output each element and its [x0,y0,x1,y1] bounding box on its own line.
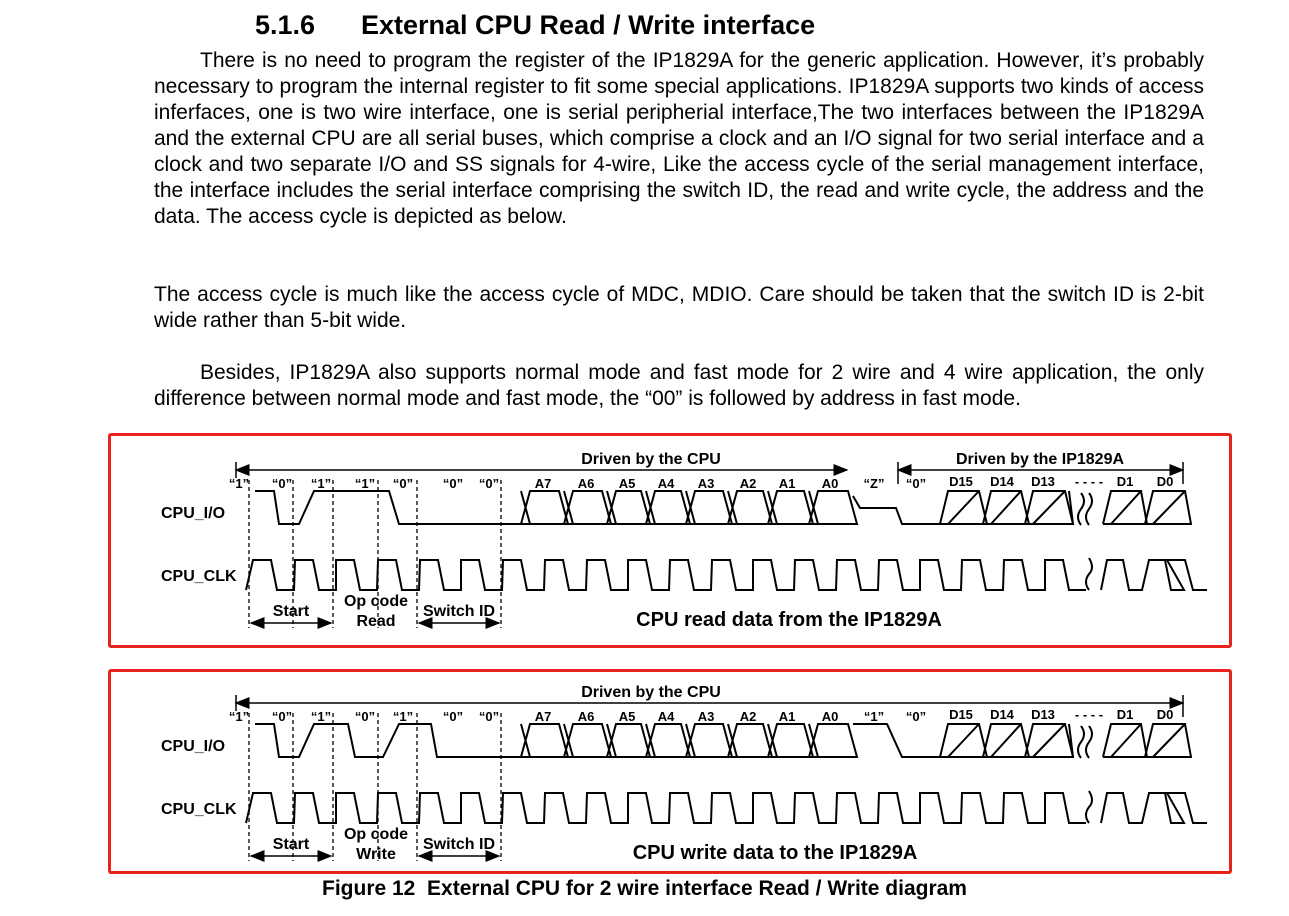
address-bit-label: A4 [657,476,675,491]
cpu-clk-label: CPU_CLK [161,801,237,818]
start-label: Start [272,836,310,853]
diagram-title: CPU write data to the IP1829A [632,842,918,864]
cpu-io-label: CPU_I/O [161,505,226,522]
turnaround-bit-label: “Z” [863,476,885,491]
clock-waveform [1101,793,1207,823]
switch-id-label: Switch ID [422,603,496,620]
address-bit-cell [686,724,732,757]
data-bit-cell [1025,491,1073,524]
data-bit-cell [1145,491,1191,524]
address-bit-label: A1 [778,476,796,491]
paragraph-fast-mode: Besides, IP1829A also supports normal mode and fast mode for 2 wire and 4 wire application, the only difference between normal mode and fast mode, the “00” is followed by address in fast mode. [154,361,1204,410]
cpu-io-label: CPU_I/O [161,738,226,755]
address-bit-label: A7 [534,476,552,491]
turnaround-bit-label: “0” [905,476,927,491]
clock-waveform [246,560,1086,590]
section-title: External CPU Read / Write interface [361,10,816,40]
address-bit-cell [607,724,650,757]
address-bit-label: A3 [697,476,715,491]
diagram-title: CPU read data from the IP1829A [636,609,942,631]
driven-by-cpu-label: Driven by the CPU [581,684,721,701]
address-bit-label: A2 [739,709,757,724]
data-bit-label: - - - - [1074,474,1104,489]
address-bit-cell [646,491,690,524]
bit-label: “1” [228,709,250,724]
turnaround-waveform [853,496,940,524]
clock-waveform [1101,560,1207,590]
address-bit-cell [521,491,568,524]
write-diagram-frame [108,669,1232,874]
address-bit-cell [686,491,732,524]
address-bit-label: A4 [657,709,675,724]
turnaround-waveform [853,724,940,757]
address-bit-cell [728,724,772,757]
data-bit-label: D15 [949,707,973,722]
address-bit-label: A0 [821,476,839,491]
address-bit-cell [768,724,813,757]
data-bit-label: D13 [1031,707,1055,722]
paragraph-intro: There is no need to program the register of the IP1829A for the generic application. However, it’s probably necessary to program the internal register to fit some special applications. IP1829A supports two kinds of access inferfaces, one is two wire interface, one is serial peripherial interface,The two interfaces between the IP1829A and the external CPU are all serial buses, which comprise a clock and an I/O signal for two serial interface and a clock and two separate I/O and SS signals for 4-wire, Like the access cycle of the serial management interface, the interface includes the serial interface comprising the switch ID, the read and write cycle, the address and the data. The access cycle is depicted as below. [154,49,1204,228]
address-bit-cell [728,491,772,524]
data-bit-cell [983,491,1029,524]
bit-label: “0” [442,476,464,491]
switch-id-label: Switch ID [422,836,496,853]
op-code-mode-label: Read [356,613,396,630]
data-bit-label: D14 [990,474,1014,489]
data-bit-cell [1145,724,1191,757]
address-bit-label: A6 [577,476,595,491]
address-bit-label: A5 [618,709,636,724]
bit-label: “1” [310,709,332,724]
bit-label: “0” [478,476,500,491]
start-label: Start [272,603,310,620]
clock-break-mark [1086,558,1092,590]
address-bit-label: A5 [618,476,636,491]
clock-break-mark [1086,791,1092,823]
data-bit-cell [1103,491,1147,524]
figure-caption: Figure 12 External CPU for 2 wire interface Read / Write diagram [322,877,967,900]
break-mark [1078,493,1092,525]
op-code-label: Op code [343,826,409,843]
address-bit-cell [564,491,611,524]
read-diagram-frame [108,433,1232,648]
section-number: 5.1.6 [255,10,316,40]
data-bit-label: D15 [949,474,973,489]
bit-label: “1” [228,476,250,491]
address-bit-label: A1 [778,709,796,724]
data-bit-cell [1103,724,1147,757]
address-bit-cell [768,491,813,524]
address-bit-cell [809,724,857,757]
address-bit-label: A2 [739,476,757,491]
data-bit-label: D1 [1116,707,1134,722]
io-preamble-waveform [255,724,521,757]
bit-label: “0” [478,709,500,724]
bit-label: “1” [392,709,414,724]
bit-label: “1” [310,476,332,491]
address-bit-label: A3 [697,709,715,724]
op-code-mode-label: Write [356,846,396,863]
read-timing-diagram [111,436,1229,645]
data-bit-cell [983,724,1029,757]
data-bit-label: - - - - [1074,707,1104,722]
address-bit-cell [564,724,611,757]
address-bit-label: A0 [821,709,839,724]
bit-label: “0” [354,709,376,724]
driven-by-ip-label: Driven by the IP1829A [955,451,1125,468]
bit-label: “0” [271,709,293,724]
address-bit-label: A6 [577,709,595,724]
data-bit-label: D1 [1116,474,1134,489]
address-bit-cell [607,491,650,524]
address-bit-cell [646,724,690,757]
data-bit-label: D13 [1031,474,1055,489]
data-bit-cell [940,491,987,524]
data-bit-label: D14 [990,707,1014,722]
cpu-clk-label: CPU_CLK [161,568,237,585]
op-code-label: Op code [343,593,409,610]
address-bit-cell [809,491,857,524]
data-bit-label: D0 [1156,474,1174,489]
data-bit-label: D0 [1156,707,1174,722]
address-bit-cell [521,724,568,757]
write-timing-diagram [111,672,1229,871]
bit-label: “1” [354,476,376,491]
turnaround-bit-label: “1” [863,709,885,724]
turnaround-bit-label: “0” [905,709,927,724]
io-preamble-waveform [255,491,521,524]
section-heading [255,10,815,41]
driven-by-cpu-label: Driven by the CPU [581,451,721,468]
break-mark [1078,726,1092,758]
clock-waveform [246,793,1086,823]
bit-label: “0” [271,476,293,491]
paragraph-access-cycle: The access cycle is much like the access cycle of MDC, MDIO. Care should be taken that the switch ID is 2-bit wide rather than 5-bit wide. [154,283,1204,332]
address-bit-label: A7 [534,709,552,724]
bit-label: “0” [442,709,464,724]
data-bit-cell [940,724,987,757]
data-bit-cell [1025,724,1073,757]
bit-label: “0” [392,476,414,491]
